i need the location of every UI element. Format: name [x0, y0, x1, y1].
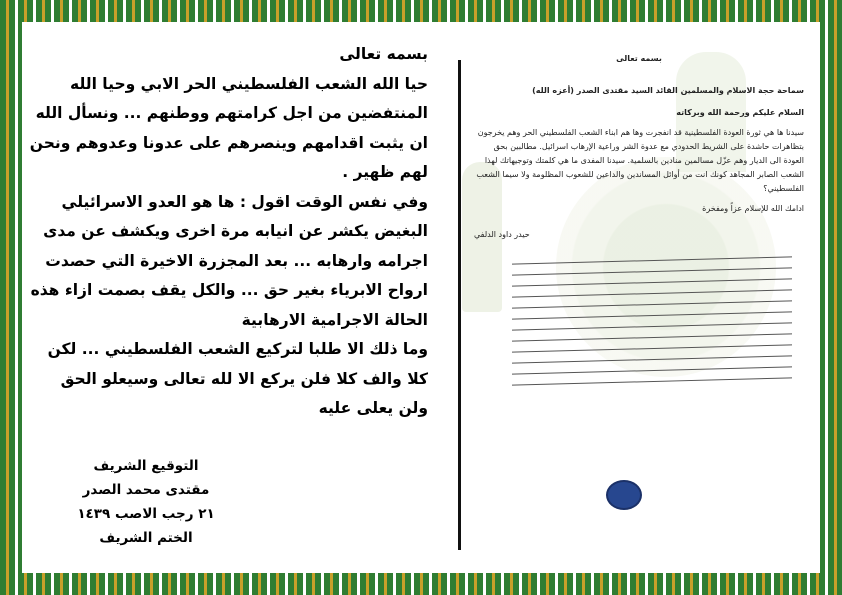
statement-paragraph-3: وما ذلك الا طلبا لتركيع الشعب الفلسطيني ... لكن كلا والف كلا فلن يركع الا لله تعالى وسيعلو الحق ولن يعلى عليه [47, 340, 428, 417]
seal-stamp-icon [606, 480, 642, 510]
signature-title: التوقيع الشريف [93, 458, 199, 474]
letter-text [474, 52, 804, 242]
letter-sender: حيدر داود الدلفي [474, 230, 530, 239]
statement-paragraph-1: حيا الله الشعب الفلسطيني الحر الابي وحيا الله المنتفضين من اجل كرامتهم ووطنهم ... ونسأل الله ان يثبت اقدامهم وينصرهم على عدونا وعدوهم ونحن لهم ظهير . [29, 74, 428, 181]
handwritten-reply [512, 250, 792, 392]
signature-name: مقتدى محمد الصدر [82, 482, 210, 498]
letter-body: سيدنا ها هي ثورة العودة الفلسطينية قد انفجرت وها هم ابناء الشعب الفلسطيني الحر وهم يخرجون بتظاهرات حاشدة على الشريط الحدودي مع عدوة الشر وراعية الإرهاب اسرائيل. مطالبين بحق العودة الى الديار وهم عزّل مسالمين منادين بالسلمية. سيدنا المفدى ما هي كلمتك وتوجيهاتك لهذا الشعب الصابر المجاهد كونك انت من أوائل المساندين والداعين للشعوب المظلومة ولا سيما الشعب الفلسطيني؟ [476, 128, 804, 193]
document-page [22, 22, 820, 573]
statement-text [28, 40, 428, 424]
statement-header: بسمه تعالى [339, 45, 428, 63]
signature-seal: الختم الشريف [99, 530, 193, 546]
letter-header: بسمه تعالى [616, 54, 662, 63]
signature-date: ٢١ رجب الاصب ١٤٣٩ [77, 506, 215, 522]
letter-greeting: السلام عليكم ورحمة الله وبركاته [676, 108, 804, 117]
statement-paragraph-2: وفي نفس الوقت اقول : ها هو العدو الاسرائيلي البغيض يكشر عن انيابه مرة اخرى ويكشف عن مدى اجرامه وارهابه ... بعد المجزرة الاخيرة التي حصدت ارواح الابرياء بغير حق ... والكل يقف بصمت ازاء هذه الحالة الاجرامية الارهابية [30, 192, 428, 329]
letter-addressee: سماحة حجة الاسلام والمسلمين القائد السيد مقتدى الصدر (أعزه الله) [532, 86, 804, 95]
statement-panel [22, 22, 436, 573]
letter-panel [466, 22, 820, 573]
signature-block [46, 454, 246, 550]
letter-closing: ادامك الله للإسلام عزاً ومفخرة [702, 204, 804, 213]
divider-line [458, 60, 461, 550]
